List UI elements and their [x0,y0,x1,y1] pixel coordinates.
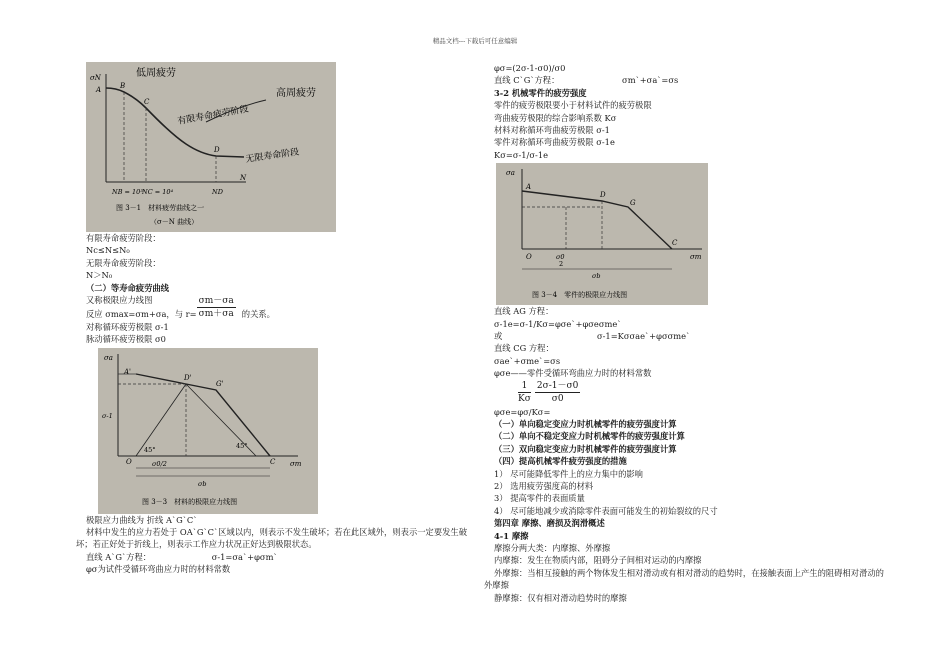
right-column [484,62,888,604]
list-item-2: 2） 选用疲劳强度高的材料 [494,480,594,491]
phi-e-fraction-2 [535,380,581,406]
text-n-gt-n0: N＞N₀ [86,270,113,281]
list-item-3: 3） 提高零件的表面质量 [494,493,585,504]
fig3-s0: σ0 [556,253,565,262]
text-ag-formula: σ-1=σa`+φσm` [211,551,278,562]
text-also-called: 又称极限应力线图 [86,295,153,306]
fig3-sa: σa [506,169,515,178]
text-friction-types: 摩擦分两大类：内摩擦、外摩擦 [494,542,611,553]
text-k-sigma: 弯曲疲劳极限的综合影响系数 Kσ [494,112,617,123]
fig2-sm: σm [290,459,302,468]
fig2-g: G' [216,379,224,388]
text-or-formula: σ-1=Kσσae`+φσσme` [596,331,691,342]
text-ag-eq-label: 直线 AG 方程： [494,306,554,317]
fig3-caption: 图 3－4 零件的极限应力线图 [532,291,628,300]
heading-double-stable: （三）双向稳定变应力时机械零件的疲劳强度计算 [494,443,677,454]
sigma-n-curve-svg [86,62,336,232]
heading-equal-life: （二）等寿命疲劳曲线 [86,282,169,293]
fig2-sb: σb [198,479,207,488]
fig1-annotation-finite: 有限寿命疲劳阶段 [176,104,250,127]
fig1-nb: NB = 10³ [112,188,143,196]
heading-chapter-4: 第四章 摩擦、磨损及润滑概述 [494,518,605,529]
heading-3-2: 3-2 机械零件的疲劳强度 [494,87,587,98]
fig1-point-b: B [120,82,126,90]
text-internal-friction: 内摩擦：发生在物质内部，阻碍分子间相对运动的内摩擦 [494,555,702,566]
phi-e-k: Kσ [518,394,531,405]
left-column [76,62,476,576]
fig3-two: 2 [559,260,564,269]
equation-phi-e [518,380,888,406]
text-finite-stage: 有限寿命疲劳阶段： [86,233,161,243]
text-nc-range: Nc≤N≤N₀ [86,245,130,256]
heading-single-stable: （一）单向稳定变应力时机械零件的疲劳强度计算 [494,418,677,429]
fig1-axis-n: N [240,174,247,182]
heading-4-1: 4-1 摩擦 [494,530,529,541]
text-infinite-stage: 无限寿命疲劳阶段： [86,257,161,268]
fig2-c: C [270,457,276,466]
fig3-d: D [600,191,606,200]
text-cg-eq-label: 直线 CG 方程： [494,343,554,354]
text-pulsating-limit: 脉动循环疲劳极限 σ0 [86,334,166,345]
text-ag-label: 直线 A`G`方程： [86,551,152,562]
equation-or [484,330,888,342]
page-header: 精品文档---下载后可任意编辑 [432,37,518,45]
fig1-point-d: D [214,146,220,154]
fig1-annotation-infinite: 无限寿命阶段 [245,147,300,165]
fig1-annotation-high-cycle: 高周疲劳 [276,88,316,99]
text-cg-formula: σm`+σa`=σs [622,75,679,86]
fig1-caption-2: （σ－N 曲线） [150,218,199,226]
list-item-1: 1） 尽可能降低零件上的应力集中的影响 [494,468,643,479]
text-part-limit: 零件的疲劳极限要小于材料试件的疲劳极限 [494,100,652,111]
text-phi-sigma-e: φσe——零件受循环弯曲应力时的材料常数 [494,368,652,379]
part-limit-stress-figure [496,163,708,305]
phi-e-fraction-1 [518,380,531,406]
phi-e-one: 1 [518,380,531,393]
text-phi-formula: φσ=(2σ-1-σ0)/σ0 [494,63,566,73]
fig1-annotation-low-cycle: 低周疲劳 [136,68,176,79]
r-numerator: σm－σa [197,295,236,308]
fig3-sb: σb [592,272,601,281]
fatigue-curve-figure [86,62,336,232]
text-phi-e-formula: φσe=φσ/Kσ= [494,406,551,417]
fig2-sigma-1: σ-1 [102,411,113,420]
equation-ag-line [76,551,476,563]
heading-single-unstable: （二）单向不稳定变应力时机械零件的疲劳强度计算 [494,431,685,442]
text-ag-eq: σ-1e=σ-1/Kσ=φσe`+φσeσme` [494,318,622,329]
fig2-angle-1: 45° [144,445,156,454]
fig1-nc: NC = 10⁴ [142,188,174,196]
list-item-4: 4） 尽可能地减少或消除零件表面可能发生的初始裂纹的尺寸 [494,505,718,516]
text-external-friction: 外摩擦：当相互接触的两个物体发生相对滑动或有相对滑动的趋势时，在接触表面上产生的阻碍相对滑动的外摩擦 [484,567,884,591]
fig3-o: O [526,253,532,262]
text-static-friction: 静摩擦：仅有相对滑动趋势时的摩擦 [494,592,627,603]
material-limit-stress-svg [98,348,318,514]
fig2-d: D' [184,373,192,382]
fig3-sm: σm [690,253,702,262]
fig2-angle-2: 45° [236,441,248,450]
text-limit-polyline: 极限应力曲线为 折线 A`G`C` [86,514,198,525]
fig1-point-a: A [96,86,102,94]
fig1-sigma: σN [90,74,101,82]
phi-e-denominator: σ0 [551,394,564,405]
text-material-limit: 材料对称循环弯曲疲劳极限 σ-1 [494,125,610,136]
text-k-formula: Kσ=σ-1/σ-1e [494,149,549,160]
fig1-caption-1: 图 3－1 材料疲劳曲线之一 [116,204,205,212]
fig3-a: A [526,183,532,192]
fig1-nd: ND [212,188,223,196]
text-relation-suffix: 的关系。 [241,309,275,320]
phi-e-numerator: 2σ-1－σ0 [535,380,581,393]
text-stress-region: 材料中发生的应力若处于 OA`G`C`区域以内，则表示不发生破坏；若在此区域外，则表示一定要发生破坏；若正好处于折线上，则表示工作应力状况正好达到极限状态。 [76,527,468,550]
equation-cg-line [484,74,888,86]
r-denominator: σm＋σa [198,309,234,320]
fig3-c: C [672,239,678,248]
fig3-g: G [630,199,636,208]
text-symmetric-limit: 对称循环疲劳极限 σ-1 [86,321,169,332]
part-limit-stress-svg [496,163,708,305]
fig2-caption: 图 3－3 材料的极限应力线图 [142,497,238,506]
fig1-point-c: C [144,98,150,106]
material-limit-stress-figure [98,348,318,514]
text-or: 或 [494,331,503,342]
fig2-sa: σa [104,353,113,362]
text-part-sym-limit: 零件对称循环弯曲疲劳极限 σ-1e [494,137,615,148]
text-cg-eq: σae`+σme`=σs [494,355,561,366]
fig2-a: A' [124,367,131,376]
r-fraction [197,295,236,321]
fig2-o: O [126,457,132,466]
heading-improve: （四）提高机械零件疲劳强度的措施 [494,456,627,467]
text-cg-label: 直线 C`G`方程： [494,75,560,86]
fig2-s0-half: σ0/2 [152,459,167,468]
text-phi-sigma: φσ为试件受循环弯曲应力时的材料常数 [86,564,231,575]
text-reflect-relation: 反应 σmax=σm+σa，与 r= [86,309,197,320]
